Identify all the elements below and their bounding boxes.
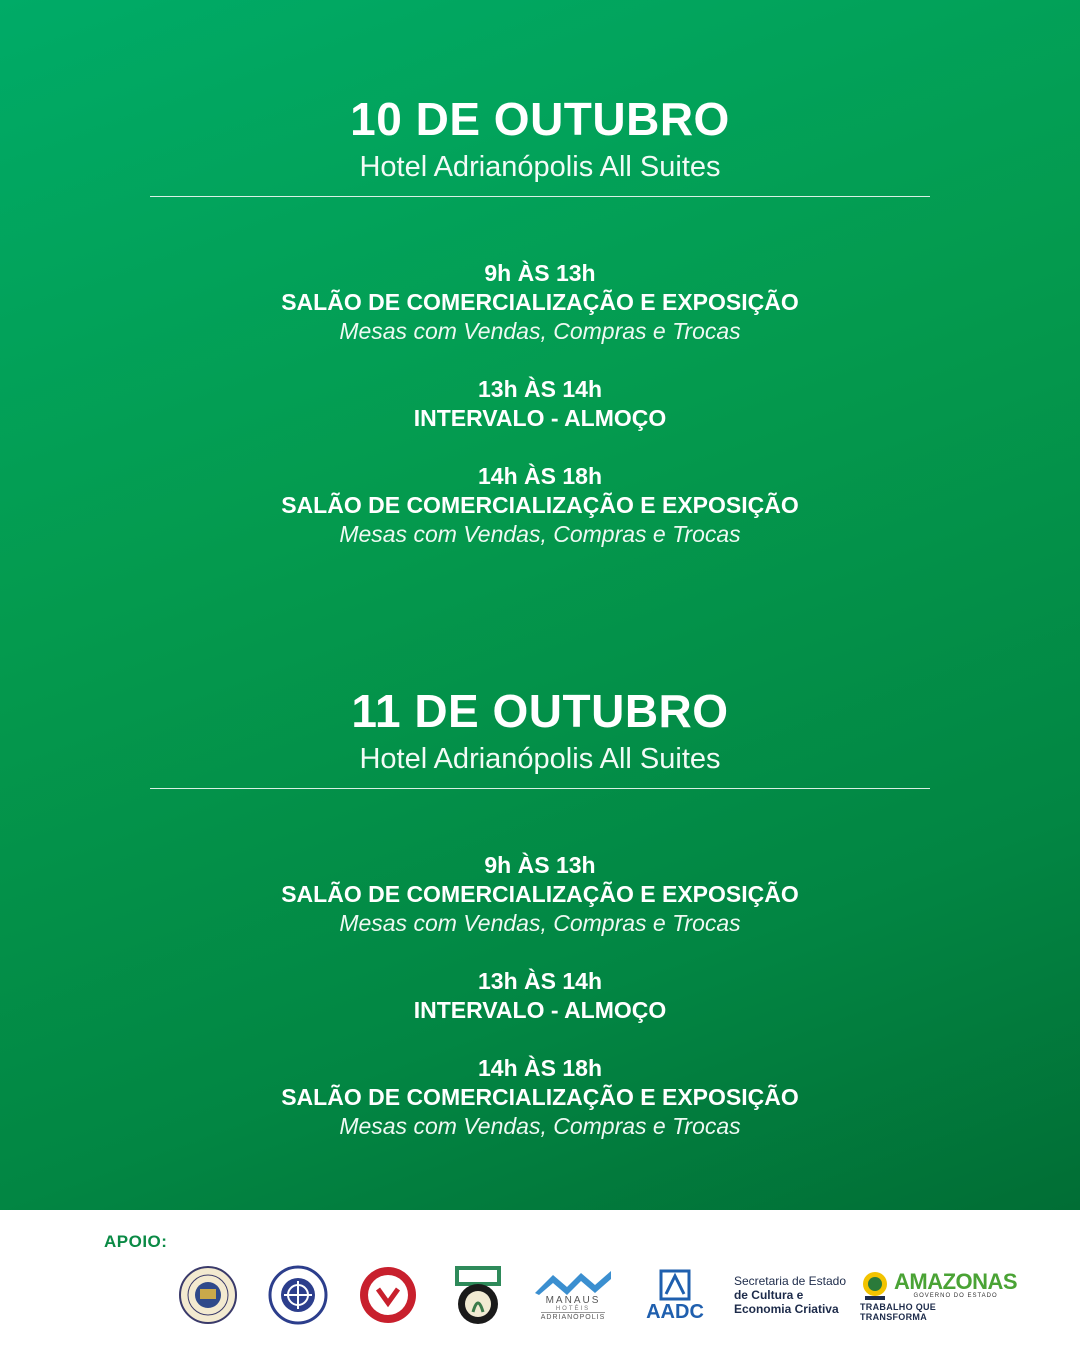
- schedule-item: [0, 462, 1080, 549]
- aadc-icon: [658, 1268, 692, 1302]
- schedule-item: [0, 259, 1080, 346]
- manaus-hoteis-logo: [528, 1258, 618, 1332]
- day-1-divider: [150, 196, 930, 197]
- schedule-item: [0, 967, 1080, 1025]
- schedule-description: Mesas com Vendas, Compras e Trocas: [339, 910, 741, 936]
- day-1-schedule: [0, 259, 1080, 578]
- aadc-logo: [638, 1258, 712, 1332]
- aadc-name: AADC: [646, 1301, 704, 1323]
- amazonas-sub: GOVERNO DO ESTADO: [913, 1293, 998, 1299]
- day-2-title: 11 DE OUTUBRO: [351, 685, 729, 737]
- schedule-title: INTERVALO - ALMOÇO: [413, 997, 667, 1023]
- numismatic-club-seal-logo: [266, 1258, 330, 1332]
- day-2-venue: Hotel Adrianópolis All Suites: [359, 743, 721, 775]
- schedule-title: SALÃO DE COMERCIALIZAÇÃO E EXPOSIÇÃO: [281, 289, 799, 315]
- schedule-description: Mesas com Vendas, Compras e Trocas: [339, 521, 741, 547]
- day-2-header: [0, 684, 1080, 776]
- schedule-title: INTERVALO - ALMOÇO: [413, 405, 667, 431]
- schedule-title: SALÃO DE COMERCIALIZAÇÃO E EXPOSIÇÃO: [281, 881, 799, 907]
- schedule-time: 13h ÀS 14h: [478, 376, 602, 402]
- schedule-title: SALÃO DE COMERCIALIZAÇÃO E EXPOSIÇÃO: [281, 492, 799, 518]
- sponsors-footer: [0, 1210, 1080, 1350]
- amazonas-badge-logo: [446, 1258, 510, 1332]
- schedule-time: 9h ÀS 13h: [484, 852, 596, 878]
- schedule-description: Mesas com Vendas, Compras e Trocas: [339, 1113, 741, 1139]
- editorial-seal-logo: [356, 1258, 420, 1332]
- day-1-header: [0, 92, 1080, 184]
- schedule-title: SALÃO DE COMERCIALIZAÇÃO E EXPOSIÇÃO: [281, 1084, 799, 1110]
- amazonas-government-logo: [860, 1258, 1018, 1332]
- secretaria-line-1: Secretaria de Estado: [733, 1274, 847, 1288]
- numismatic-society-seal-logo: [176, 1258, 240, 1332]
- schedule-item: [0, 375, 1080, 433]
- schedule-item: [0, 851, 1080, 938]
- schedule-time: 14h ÀS 18h: [478, 463, 602, 489]
- amazonas-word: AMAZONAS: [894, 1269, 1018, 1294]
- day-1-venue: Hotel Adrianópolis All Suites: [359, 151, 721, 183]
- sponsor-logos: [170, 1258, 1018, 1332]
- amazonas-crest-icon: [860, 1268, 890, 1302]
- day-1-title: 10 DE OUTUBRO: [350, 93, 730, 145]
- manaus-name: MANAUS: [545, 1295, 601, 1306]
- manaus-sub: HOTÉIS: [555, 1306, 591, 1312]
- schedule-time: 13h ÀS 14h: [478, 968, 602, 994]
- secretaria-line-2: de Cultura e: [733, 1288, 804, 1302]
- apoio-label: APOIO:: [104, 1232, 168, 1251]
- secretaria-cultura-logo: [730, 1258, 850, 1332]
- schedule-item: [0, 1054, 1080, 1141]
- manaus-location: ADRIANÓPOLIS: [540, 1314, 606, 1321]
- schedule-time: 14h ÀS 18h: [478, 1055, 602, 1081]
- amazonas-slogan: TRABALHO QUE TRANSFORMA: [860, 1302, 937, 1322]
- secretaria-line-3: Economia Criativa: [733, 1302, 839, 1316]
- schedule-description: Mesas com Vendas, Compras e Trocas: [339, 318, 741, 344]
- day-2-divider: [150, 788, 930, 789]
- day-2-schedule: [0, 851, 1080, 1170]
- schedule-time: 9h ÀS 13h: [484, 260, 596, 286]
